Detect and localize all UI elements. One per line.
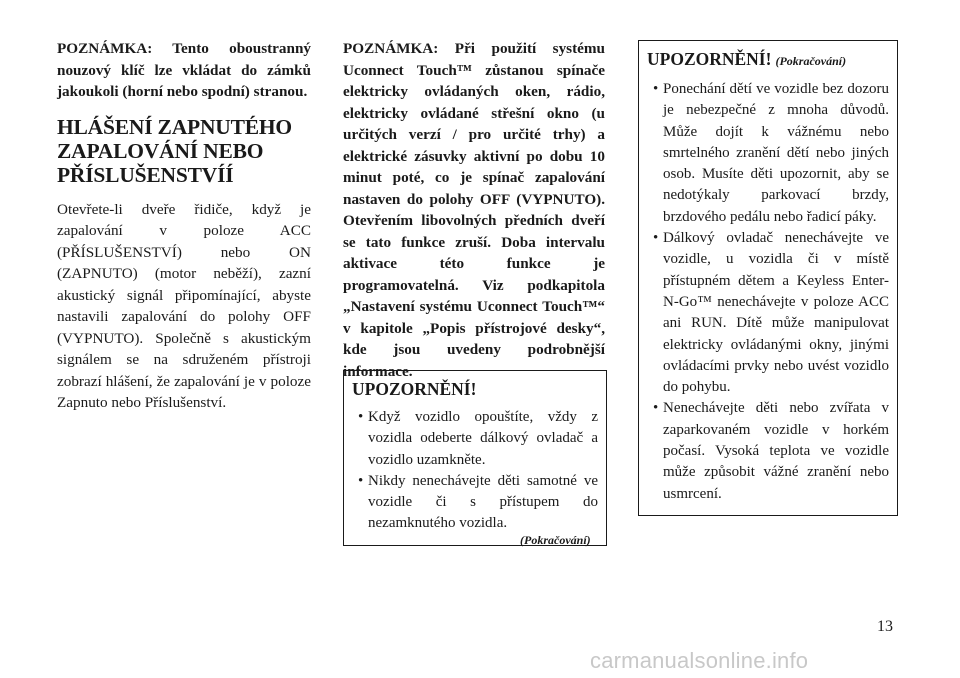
section-heading [57, 115, 311, 187]
note-keys: POZNÁMKA: Tento oboustranný nouzový klíč lze vkládat do zámků jakoukoli (horní nebo spodní) stranou. [57, 40, 311, 100]
continued-tag: (Pokračování) [775, 54, 847, 68]
bullet-icon: • [653, 230, 659, 247]
note-uconnect: POZNÁMKA: Při použití systému Uconnect Touch™ zůstanou spínače elektricky ovládaných oken, rádio, elektricky ovládané střešní okno (u určitých verzí / pro určité trhy) a elektrické zásuvky aktivní po dobu 10 minut poté, co je spínač zapalování nastaven do polohy OFF (VYPNUTO). Otevřením libovolných předních dveří se tato funkce zruší. Doba intervalu aktivace této funkce je programovatelná. Viz podkapitola „Nastavení systému Uconnect Touch™“ v kapitole „Popis přístrojové desky“, kde jsou uvedeny podrobnější informace. [343, 40, 605, 380]
warning-item: • Dálkový ovladač nenechávejte ve vozidle, u vozidla či v místě přístupném dětem a Keyless Enter-N-Go™ nenechávejte v poloze ACC ani RUN. Dítě může manipulovat elektricky ovládanými okny, jinými ovládacími prvky nebo uvést vozidlo do pohybu. [653, 230, 889, 396]
warning-title-continued: UPOZORNĚNÍ! (Pokračování) [647, 49, 847, 69]
warning-box [343, 370, 607, 546]
ignition-paragraph: Otevřete-li dveře řidiče, když je zapalování v poloze ACC (PŘÍSLUŠENSTVÍ) nebo ON (ZAPNUTO) (motor neběží), zazní akustický signál připomínající, abyste nastavili zapalování do polohy OFF (VYPNUTO). Společně s akustickým signálem se na sdruženém přístroji zobrazí hlášení, že zapalování je v poloze Zapnuto nebo Příslušenství. [57, 200, 311, 411]
warning-item: • Když vozidlo opouštíte, vždy z vozidla odeberte dálkový ovladač a vozidlo uzamkněte. [358, 409, 598, 468]
warning-item: • Ponechání dětí ve vozidle bez dozoru je nebezpečné z mnoha důvodů. Může dojít k vážnému nebo smrtelného zranění dětí nebo jiných osob. Musíte děti upozornit, aby se nedotýkaly parkovací brzdy, brzdového pedálu nebo řadicí páky. [653, 81, 889, 225]
continued-label: (Pokračování) [520, 533, 591, 547]
column-1 [57, 38, 311, 414]
bullet-icon: • [653, 81, 659, 97]
bullet-icon: • [358, 409, 364, 425]
page-number: 13 [877, 618, 893, 635]
warning-list [647, 79, 889, 505]
warning-box-continued [638, 40, 898, 516]
warning-item: • Nenechávejte děti nebo zvířata v zaparkovaném vozidle v horkém počasí. Vysoká teplota ve vozidle může způsobit vážné zranění nebo usmrcení. [653, 400, 889, 502]
warning-item: • Nikdy nenechávejte děti samotné ve vozidle či s přístupem do nezamknutého vozidla. [358, 472, 598, 532]
column-2 [343, 38, 605, 382]
bullet-icon: • [358, 472, 364, 489]
warning-title: UPOZORNĚNÍ! [352, 379, 477, 399]
section-heading-line-1: HLÁŠENÍ ZAPNUTÉHO [57, 114, 292, 139]
watermark: carmanualsonline.info [590, 648, 809, 673]
section-heading-line-2: ZAPALOVÁNÍ NEBO [57, 138, 264, 163]
bullet-icon: • [653, 400, 659, 417]
warning-list [352, 407, 598, 535]
section-heading-line-3: PŘÍSLUŠENSTVÍÍ [57, 162, 234, 187]
